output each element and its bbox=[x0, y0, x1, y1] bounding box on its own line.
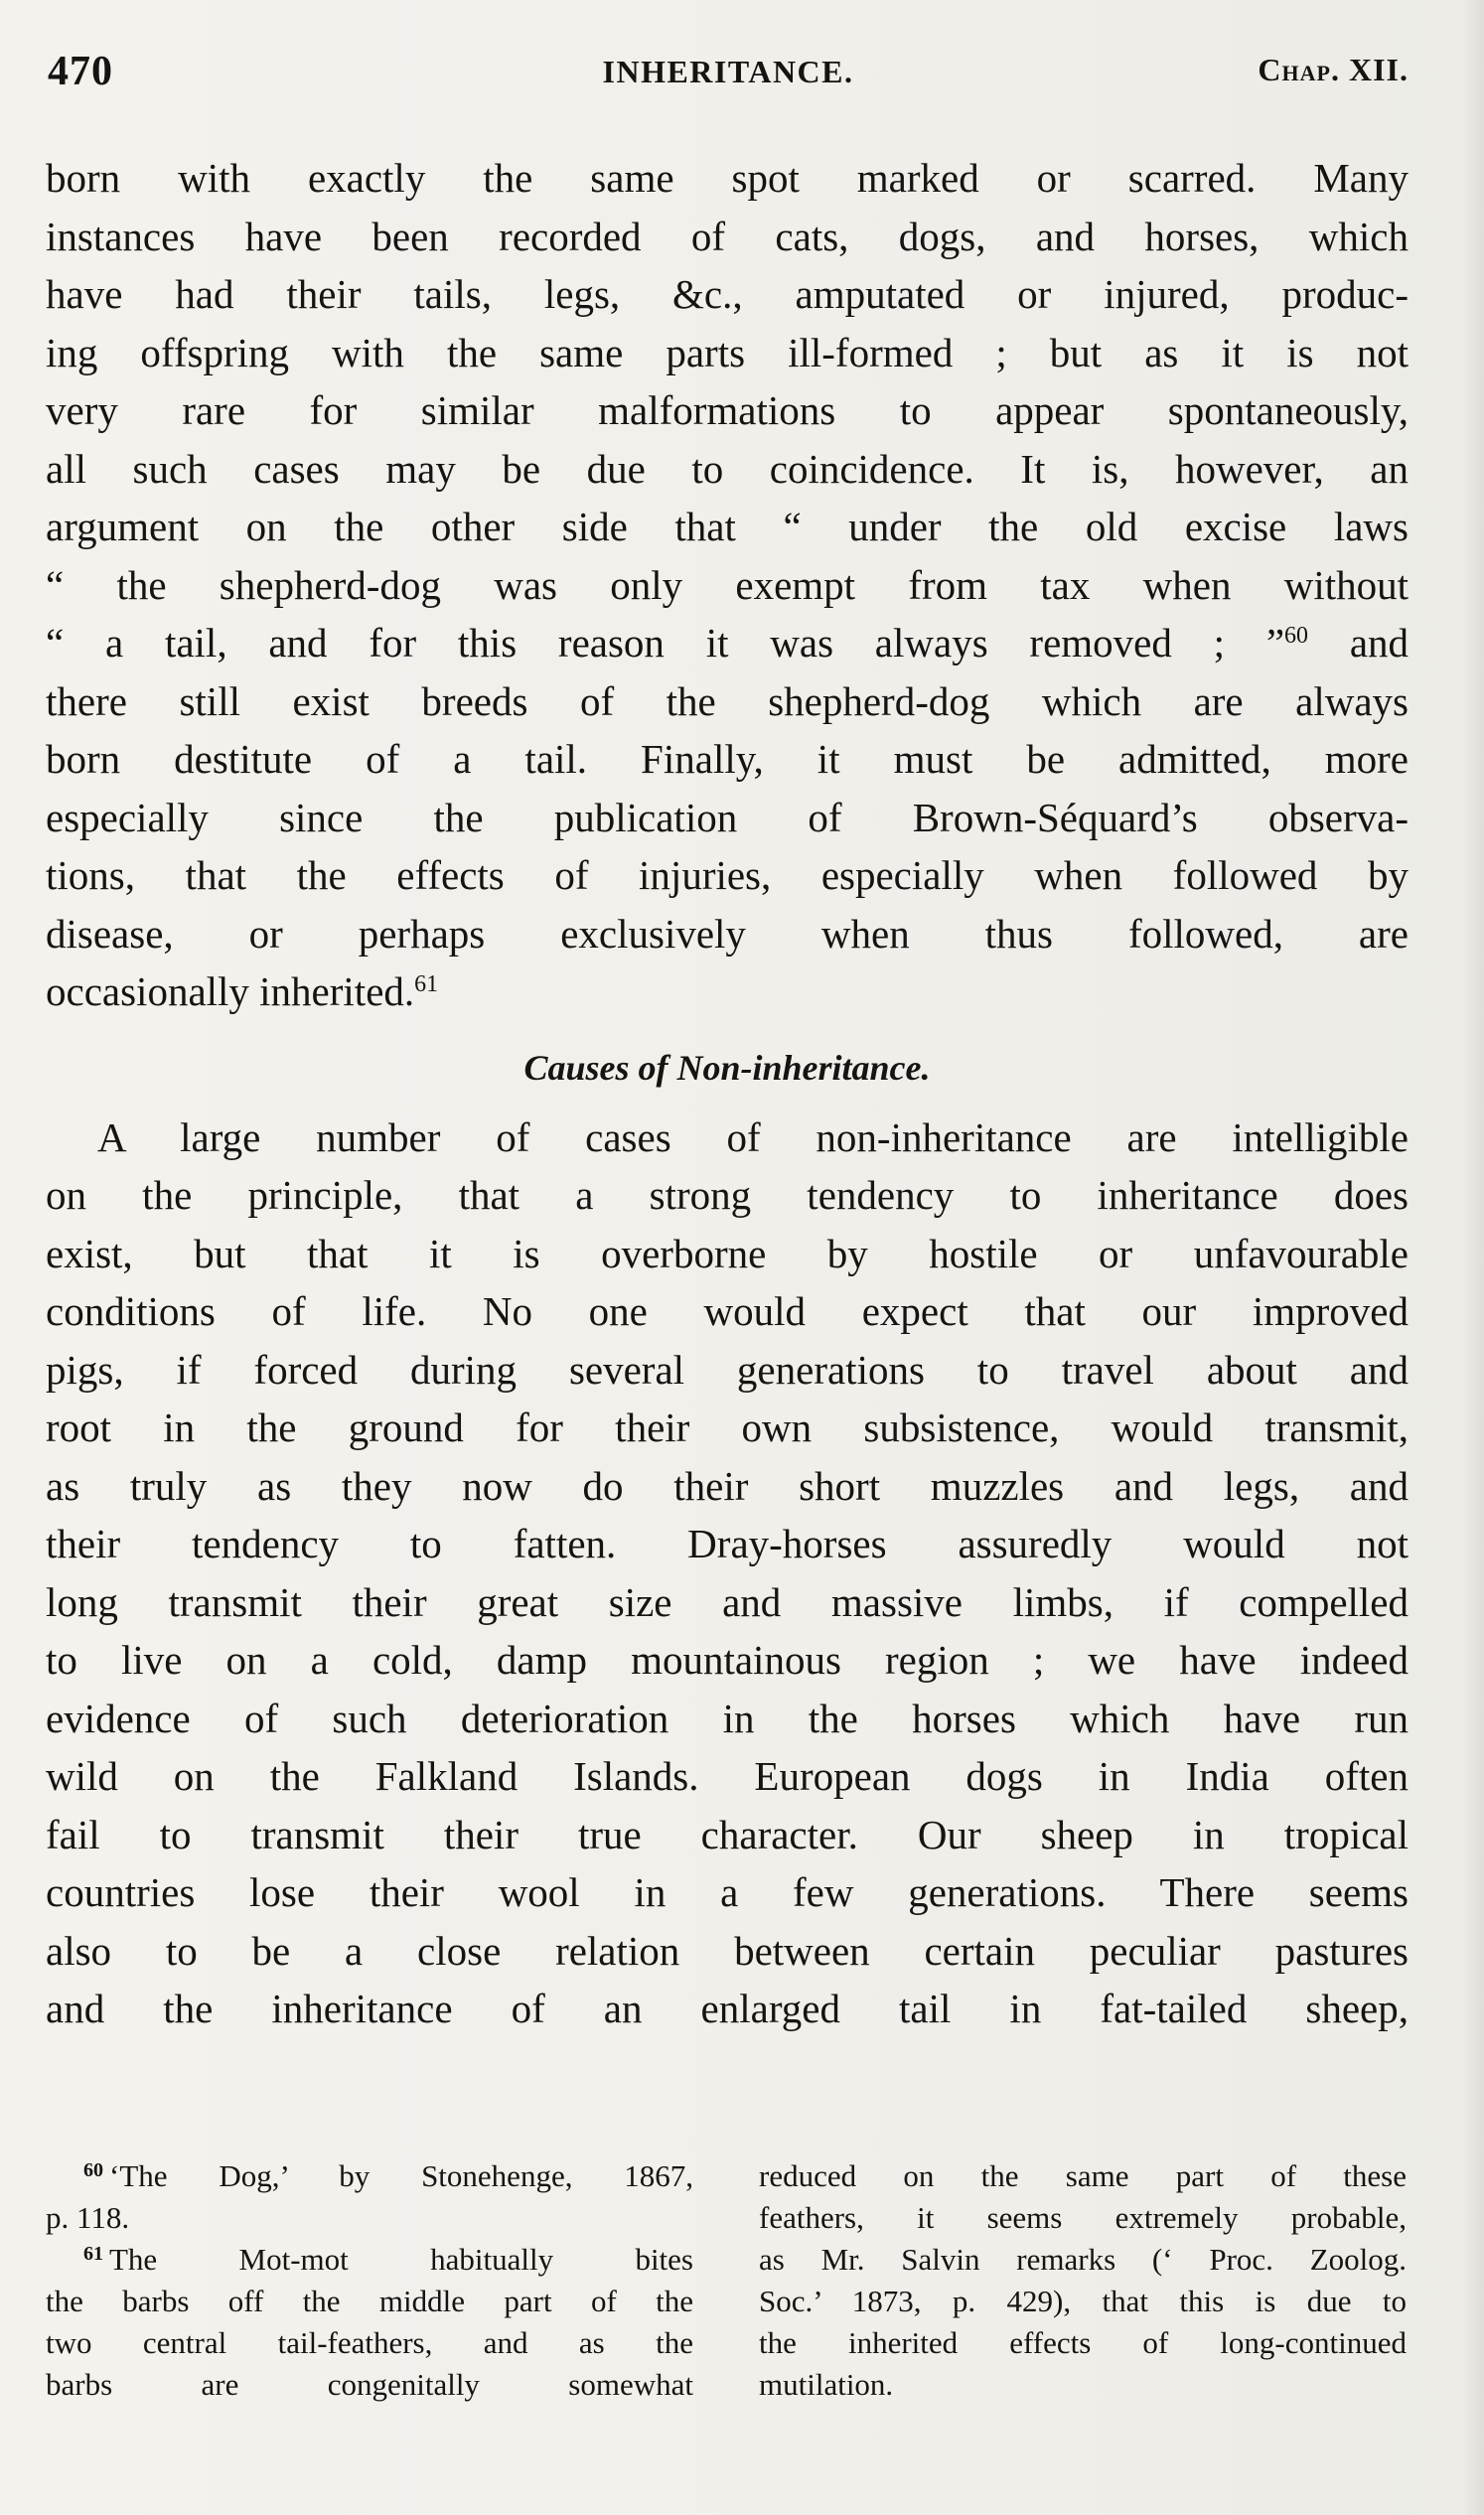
text-line: born with exactly the same spot marked or scarred. Many bbox=[46, 155, 1409, 201]
footnote-61-line: reduced on the same part of these bbox=[759, 2158, 1407, 2193]
text-line: disease, or perhaps exclusively when thus followed, are bbox=[46, 910, 1409, 957]
footnote-number-60: 60 bbox=[83, 2159, 103, 2181]
footnote-number-61: 61 bbox=[83, 2243, 103, 2265]
text-line: evidence of such deterioration in the horses which have run bbox=[46, 1695, 1409, 1741]
text-line bbox=[46, 614, 1409, 672]
text-line: pigs, if forced during several generations to travel about and bbox=[46, 1346, 1409, 1393]
footnote-column-right bbox=[759, 2155, 1407, 2406]
text-line: born destitute of a tail. Finally, it must be admitted, more bbox=[46, 736, 1409, 782]
text-line: have had their tails, legs, &c., amputated or injured, produc- bbox=[46, 271, 1409, 317]
text-line: ing offspring with the same parts ill-formed ; but as it is not bbox=[46, 329, 1409, 375]
footnote-ref-60: 60 bbox=[1284, 623, 1309, 649]
text-line: instances have been recorded of cats, dogs, and horses, which bbox=[46, 213, 1409, 259]
text-line: there still exist breeds of the shepherd-dog which are always bbox=[46, 677, 1409, 724]
running-header bbox=[48, 48, 1409, 107]
footnote-61-line: the inherited effects of long-continued bbox=[759, 2325, 1407, 2360]
text-line: on the principle, that a strong tendency to inheritance does bbox=[46, 1172, 1409, 1218]
text-line: their tendency to fatten. Dray-horses assuredly would not bbox=[46, 1521, 1409, 1566]
text-line: argument on the other side that “ under the old excise laws bbox=[46, 504, 1409, 549]
running-title: INHERITANCE. bbox=[602, 54, 854, 89]
text-line: also to be a close relation between certain peculiar pastures bbox=[46, 1927, 1409, 1974]
text-line: wild on the Falkland Islands. European dogs in India often bbox=[46, 1753, 1409, 1799]
text-line: fail to transmit their true character. Our sheep in tropical bbox=[46, 1811, 1409, 1857]
text-line: very rare for similar malformations to appear spontaneously, bbox=[46, 387, 1409, 433]
paragraph-1 bbox=[46, 149, 1409, 1021]
text-line: countries lose their wool in a few generations. There seems bbox=[46, 1869, 1409, 1915]
page-number: 470 bbox=[48, 49, 113, 94]
footnote-60-line: p. 118. bbox=[46, 2200, 130, 2235]
text-segment: “ a tail, and for this reason it was always removed ; ” bbox=[46, 620, 1285, 666]
text-line: as truly as they now do their short muzzles and legs, and bbox=[46, 1462, 1409, 1509]
footnote-61-line: feathers, it seems extremely probable, bbox=[759, 2200, 1407, 2235]
footnote-text: ‘The Dog,’ by Stonehenge, 1867, bbox=[109, 2158, 693, 2193]
text-line bbox=[46, 962, 1409, 1021]
text-line: to live on a cold, damp mountainous region ; we have indeed bbox=[46, 1637, 1409, 1683]
text-segment: occasionally inherited. bbox=[46, 968, 415, 1014]
chapter-label: Chap. XII. bbox=[1258, 52, 1409, 87]
text-line: and the inheritance of an enlarged tail in fat-tailed sheep, bbox=[46, 1986, 1409, 2031]
footnote-text: The Mot-mot habitually bites bbox=[109, 2242, 693, 2277]
section-heading: Causes of Non-inheritance. bbox=[523, 1047, 931, 1088]
footnote-60-line bbox=[46, 2155, 693, 2197]
page-edge-shadow bbox=[1462, 0, 1484, 2515]
text-line: long transmit their great size and massive limbs, if compelled bbox=[46, 1578, 1409, 1625]
text-line: tions, that the effects of injuries, especially when followed by bbox=[46, 852, 1409, 898]
footnote-61-line: the barbs off the middle part of the bbox=[46, 2284, 693, 2318]
footnote-61-line: as Mr. Salvin remarks (‘ Proc. Zoolog. bbox=[759, 2242, 1407, 2277]
main-text bbox=[46, 149, 1409, 2038]
paragraph-2 bbox=[46, 1109, 1409, 2038]
text-line: A large number of cases of non-inheritance are intelligible bbox=[97, 1113, 1409, 1160]
text-line: root in the ground for their own subsistence, would transmit, bbox=[46, 1405, 1409, 1450]
text-line: especially since the publication of Brown-Séquard’s observa- bbox=[46, 794, 1409, 840]
footnote-column-left bbox=[46, 2155, 693, 2406]
text-line: conditions of life. No one would expect that our improved bbox=[46, 1288, 1409, 1334]
footnote-61-line: Soc.’ 1873, p. 429), that this is due to bbox=[759, 2284, 1407, 2318]
footnote-61-line: mutilation. bbox=[759, 2367, 894, 2402]
footnote-ref-61: 61 bbox=[414, 971, 439, 997]
footnote-61-line: barbs are congenitally somewhat bbox=[46, 2367, 693, 2402]
text-line: “ the shepherd-dog was only exempt from tax when without bbox=[46, 561, 1409, 608]
text-line: exist, but that it is overborne by hostile or unfavourable bbox=[46, 1230, 1409, 1276]
text-segment: and bbox=[1349, 620, 1410, 666]
footnote-61-line bbox=[46, 2239, 693, 2281]
footnote-61-line: two central tail-feathers, and as the bbox=[46, 2325, 693, 2360]
text-line: all such cases may be due to coincidence. It is, however, an bbox=[46, 445, 1409, 492]
